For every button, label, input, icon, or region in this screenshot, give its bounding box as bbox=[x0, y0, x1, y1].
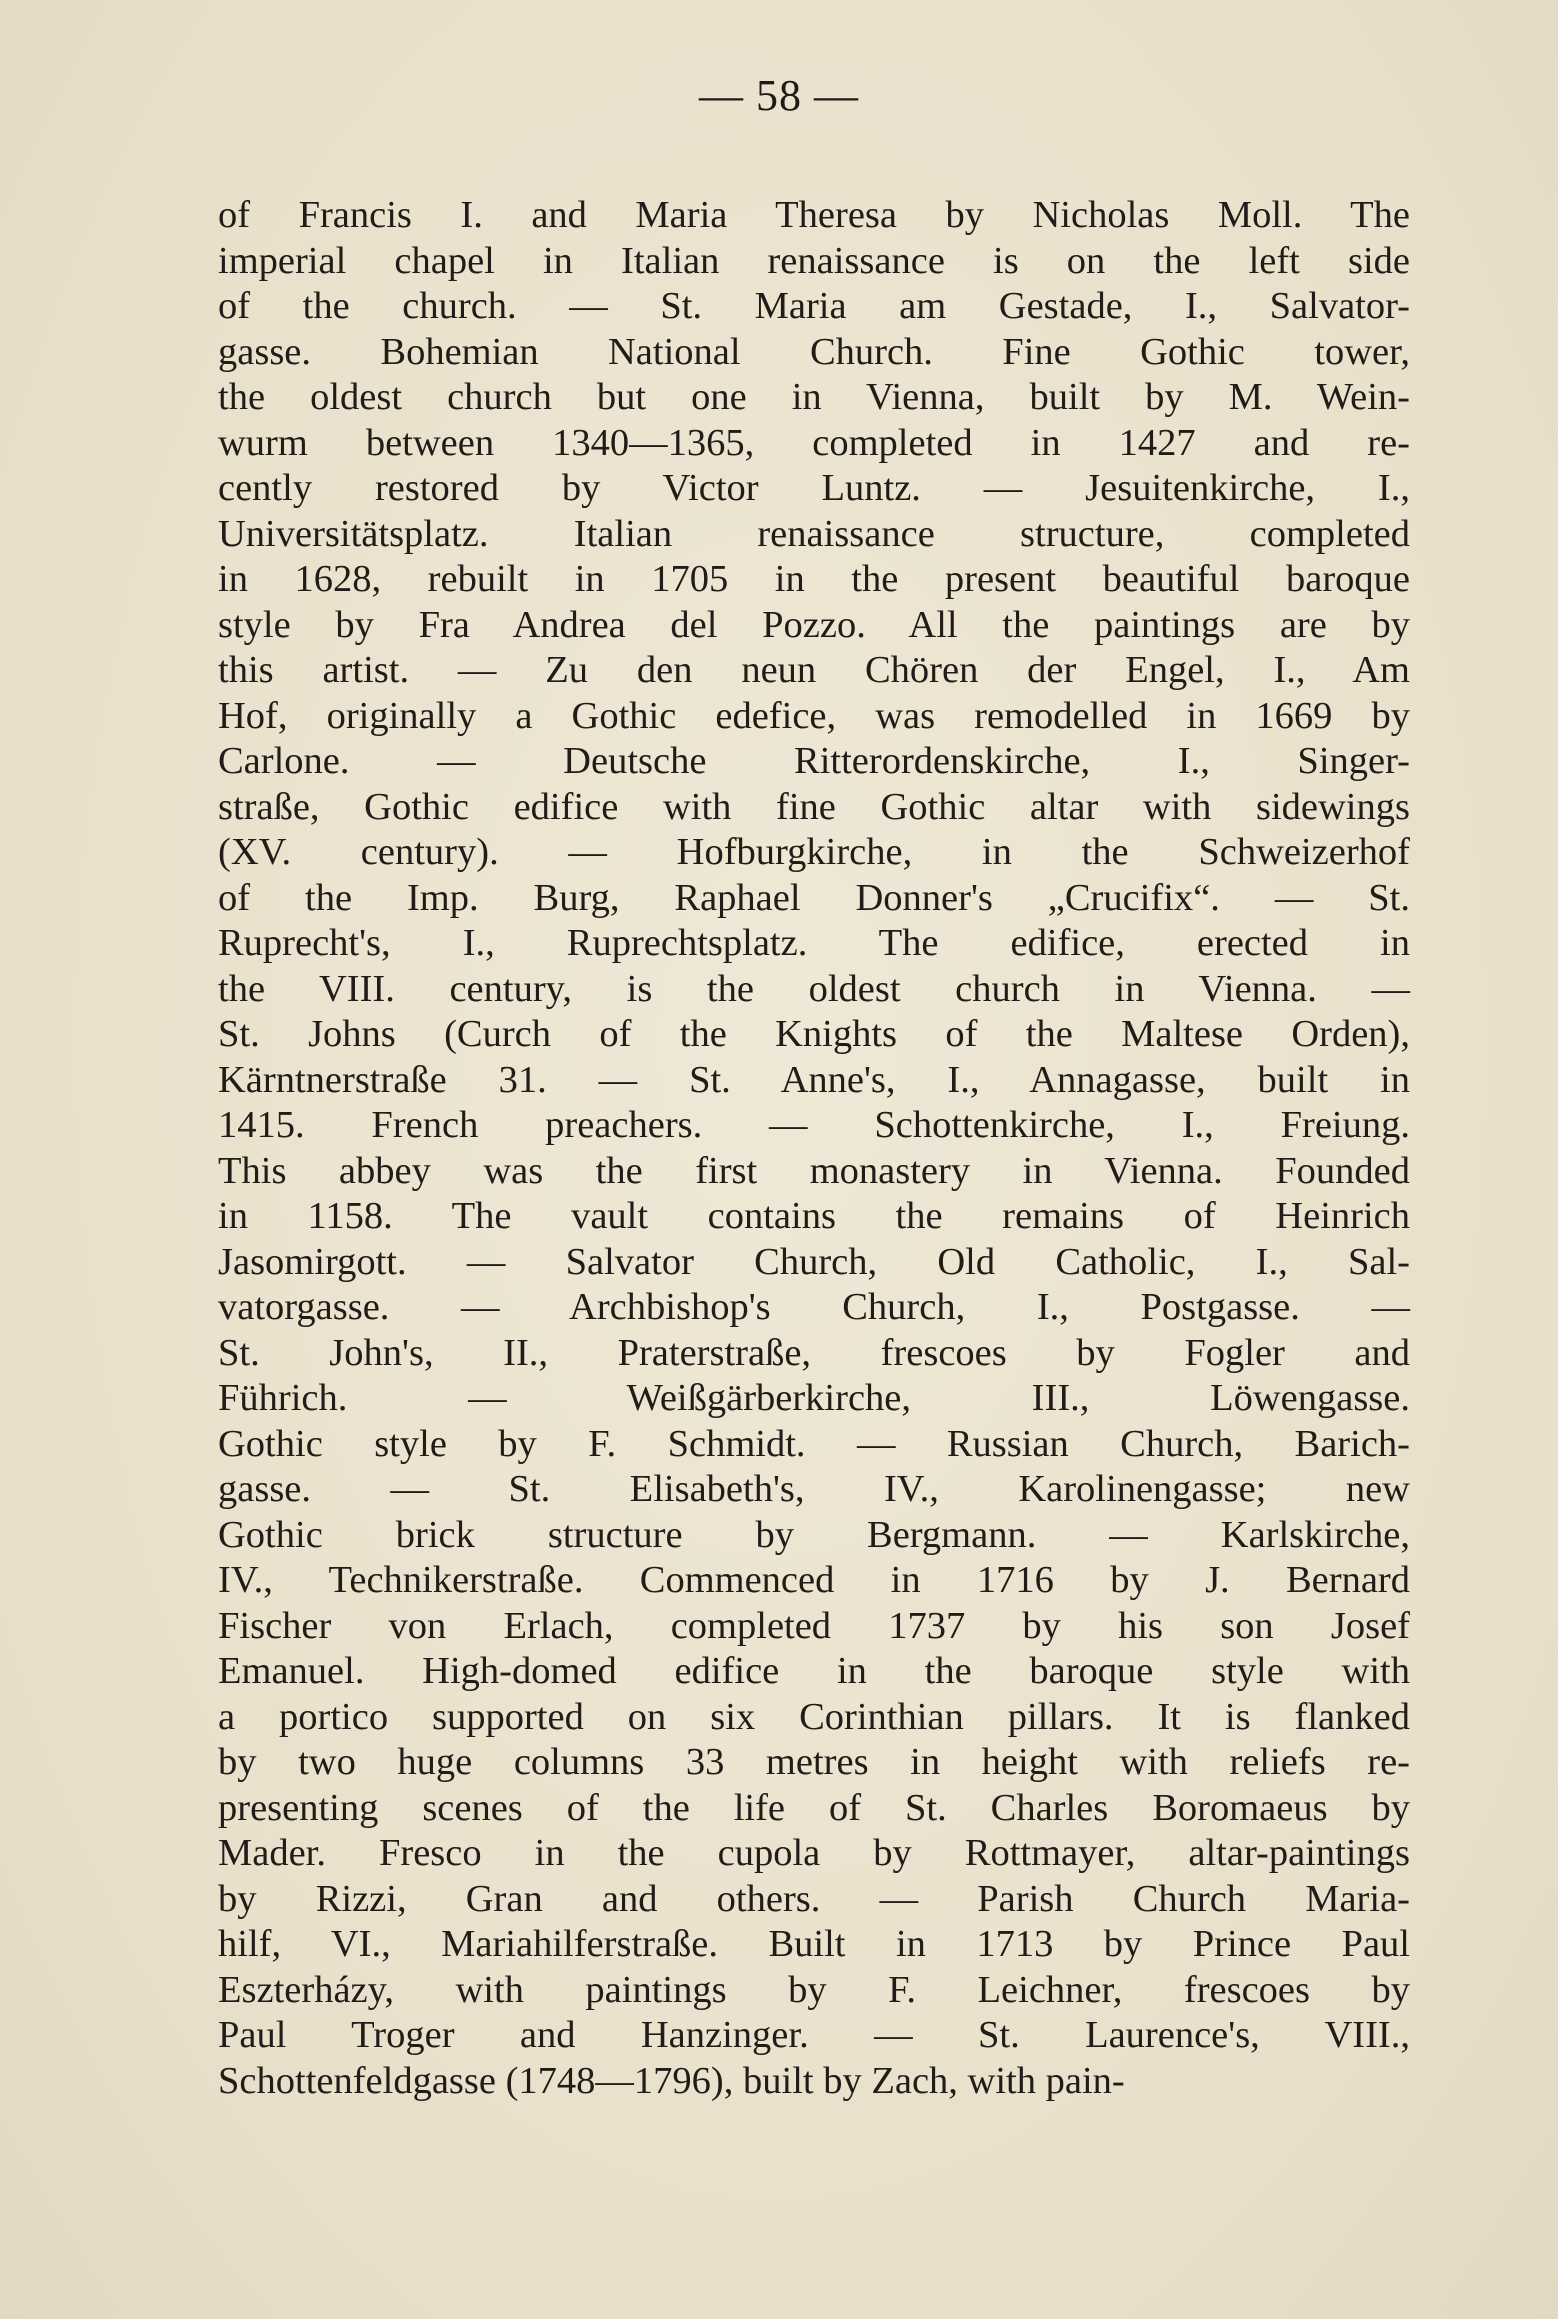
text-line: gasse. — St. Elisabeth's, IV., Karolinengasse; new bbox=[218, 1468, 1410, 1510]
text-line: vatorgasse. — Archbishop's Church, I., Postgasse. — bbox=[218, 1286, 1410, 1328]
text-line: St. John's, II., Praterstraße, frescoes by Fogler and bbox=[218, 1331, 1410, 1374]
text-line: by Rizzi, Gran and others. — Parish Church Maria- bbox=[218, 1877, 1410, 1920]
text-line: Schottenfeldgasse (1748—1796), built by Zach, with pain- bbox=[218, 2059, 1125, 2102]
text-line: of Francis I. and Maria Theresa by Nicholas Moll. The bbox=[218, 194, 1410, 236]
text-line: 1415. French preachers. — Schottenkirche, I., Freiung. bbox=[218, 1104, 1410, 1146]
text-line: St. Johns (Curch of the Knights of the Maltese Orden), bbox=[218, 1013, 1410, 1055]
text-line: hilf, VI., Mariahilferstraße. Built in 1713 by Prince Paul bbox=[218, 1923, 1410, 1965]
page-number: — 58 — bbox=[699, 71, 859, 120]
text-line: Jasomirgott. — Salvator Church, Old Catholic, I., Sal- bbox=[218, 1240, 1410, 1283]
text-line: Eszterházy, with paintings by F. Leichner, frescoes by bbox=[218, 1968, 1410, 2011]
text-line: of the church. — St. Maria am Gestade, I., Salvator- bbox=[218, 285, 1410, 327]
text-line: style by Fra Andrea del Pozzo. All the paintings are by bbox=[218, 603, 1410, 646]
text-line: presenting scenes of the life of St. Charles Boromaeus by bbox=[218, 1786, 1410, 1829]
text-line: Paul Troger and Hanzinger. — St. Laurence's, VIII., bbox=[218, 2014, 1410, 2056]
text-line: Universitätsplatz. Italian renaissance structure, completed bbox=[218, 512, 1410, 555]
text-line: cently restored by Victor Luntz. — Jesuitenkirche, I., bbox=[218, 467, 1410, 509]
text-line: Kärntnerstraße 31. — St. Anne's, I., Annagasse, built in bbox=[218, 1058, 1410, 1101]
text-line: Emanuel. High-domed edifice in the baroque style with bbox=[218, 1650, 1410, 1692]
text-line: Hof, originally a Gothic edefice, was remodelled in 1669 by bbox=[218, 694, 1410, 737]
text-line: Ruprecht's, I., Ruprechtsplatz. The edifice, erected in bbox=[218, 922, 1410, 964]
text-line: Fischer von Erlach, completed 1737 by his son Josef bbox=[218, 1604, 1410, 1647]
body-text bbox=[218, 193, 1410, 2104]
text-line: the oldest church but one in Vienna, built by M. Wein- bbox=[218, 376, 1410, 418]
text-line: in 1158. The vault contains the remains of Heinrich bbox=[218, 1195, 1410, 1237]
text-line: straße, Gothic edifice with fine Gothic altar with sidewings bbox=[218, 785, 1410, 828]
text-line: by two huge columns 33 metres in height with reliefs re- bbox=[218, 1741, 1410, 1783]
text-line: imperial chapel in Italian renaissance is on the left side bbox=[218, 239, 1410, 282]
text-line: This abbey was the first monastery in Vienna. Founded bbox=[218, 1149, 1410, 1192]
text-line: Gothic style by F. Schmidt. — Russian Church, Barich- bbox=[218, 1422, 1410, 1465]
text-line: (XV. century). — Hofburgkirche, in the Schweizerhof bbox=[218, 831, 1410, 873]
text-line: this artist. — Zu den neun Chören der Engel, I., Am bbox=[218, 649, 1410, 691]
text-line: Führich. — Weißgärberkirche, III., Löwengasse. bbox=[218, 1377, 1410, 1419]
text-line: IV., Technikerstraße. Commenced in 1716 by J. Bernard bbox=[218, 1559, 1410, 1601]
text-line: gasse. Bohemian National Church. Fine Gothic tower, bbox=[218, 330, 1410, 373]
text-line: of the Imp. Burg, Raphael Donner's „Crucifix“. — St. bbox=[218, 876, 1410, 919]
text-line: the VIII. century, is the oldest church in Vienna. — bbox=[218, 967, 1410, 1010]
text-line: wurm between 1340—1365, completed in 1427 and re- bbox=[218, 421, 1410, 464]
text-line: Gothic brick structure by Bergmann. — Karlskirche, bbox=[218, 1513, 1410, 1556]
text-line: in 1628, rebuilt in 1705 in the present beautiful baroque bbox=[218, 558, 1410, 600]
text-line: Carlone. — Deutsche Ritterordenskirche, I., Singer- bbox=[218, 740, 1410, 782]
text-line: a portico supported on six Corinthian pillars. It is flanked bbox=[218, 1695, 1410, 1738]
text-line: Mader. Fresco in the cupola by Rottmayer, altar-paintings bbox=[218, 1832, 1410, 1874]
